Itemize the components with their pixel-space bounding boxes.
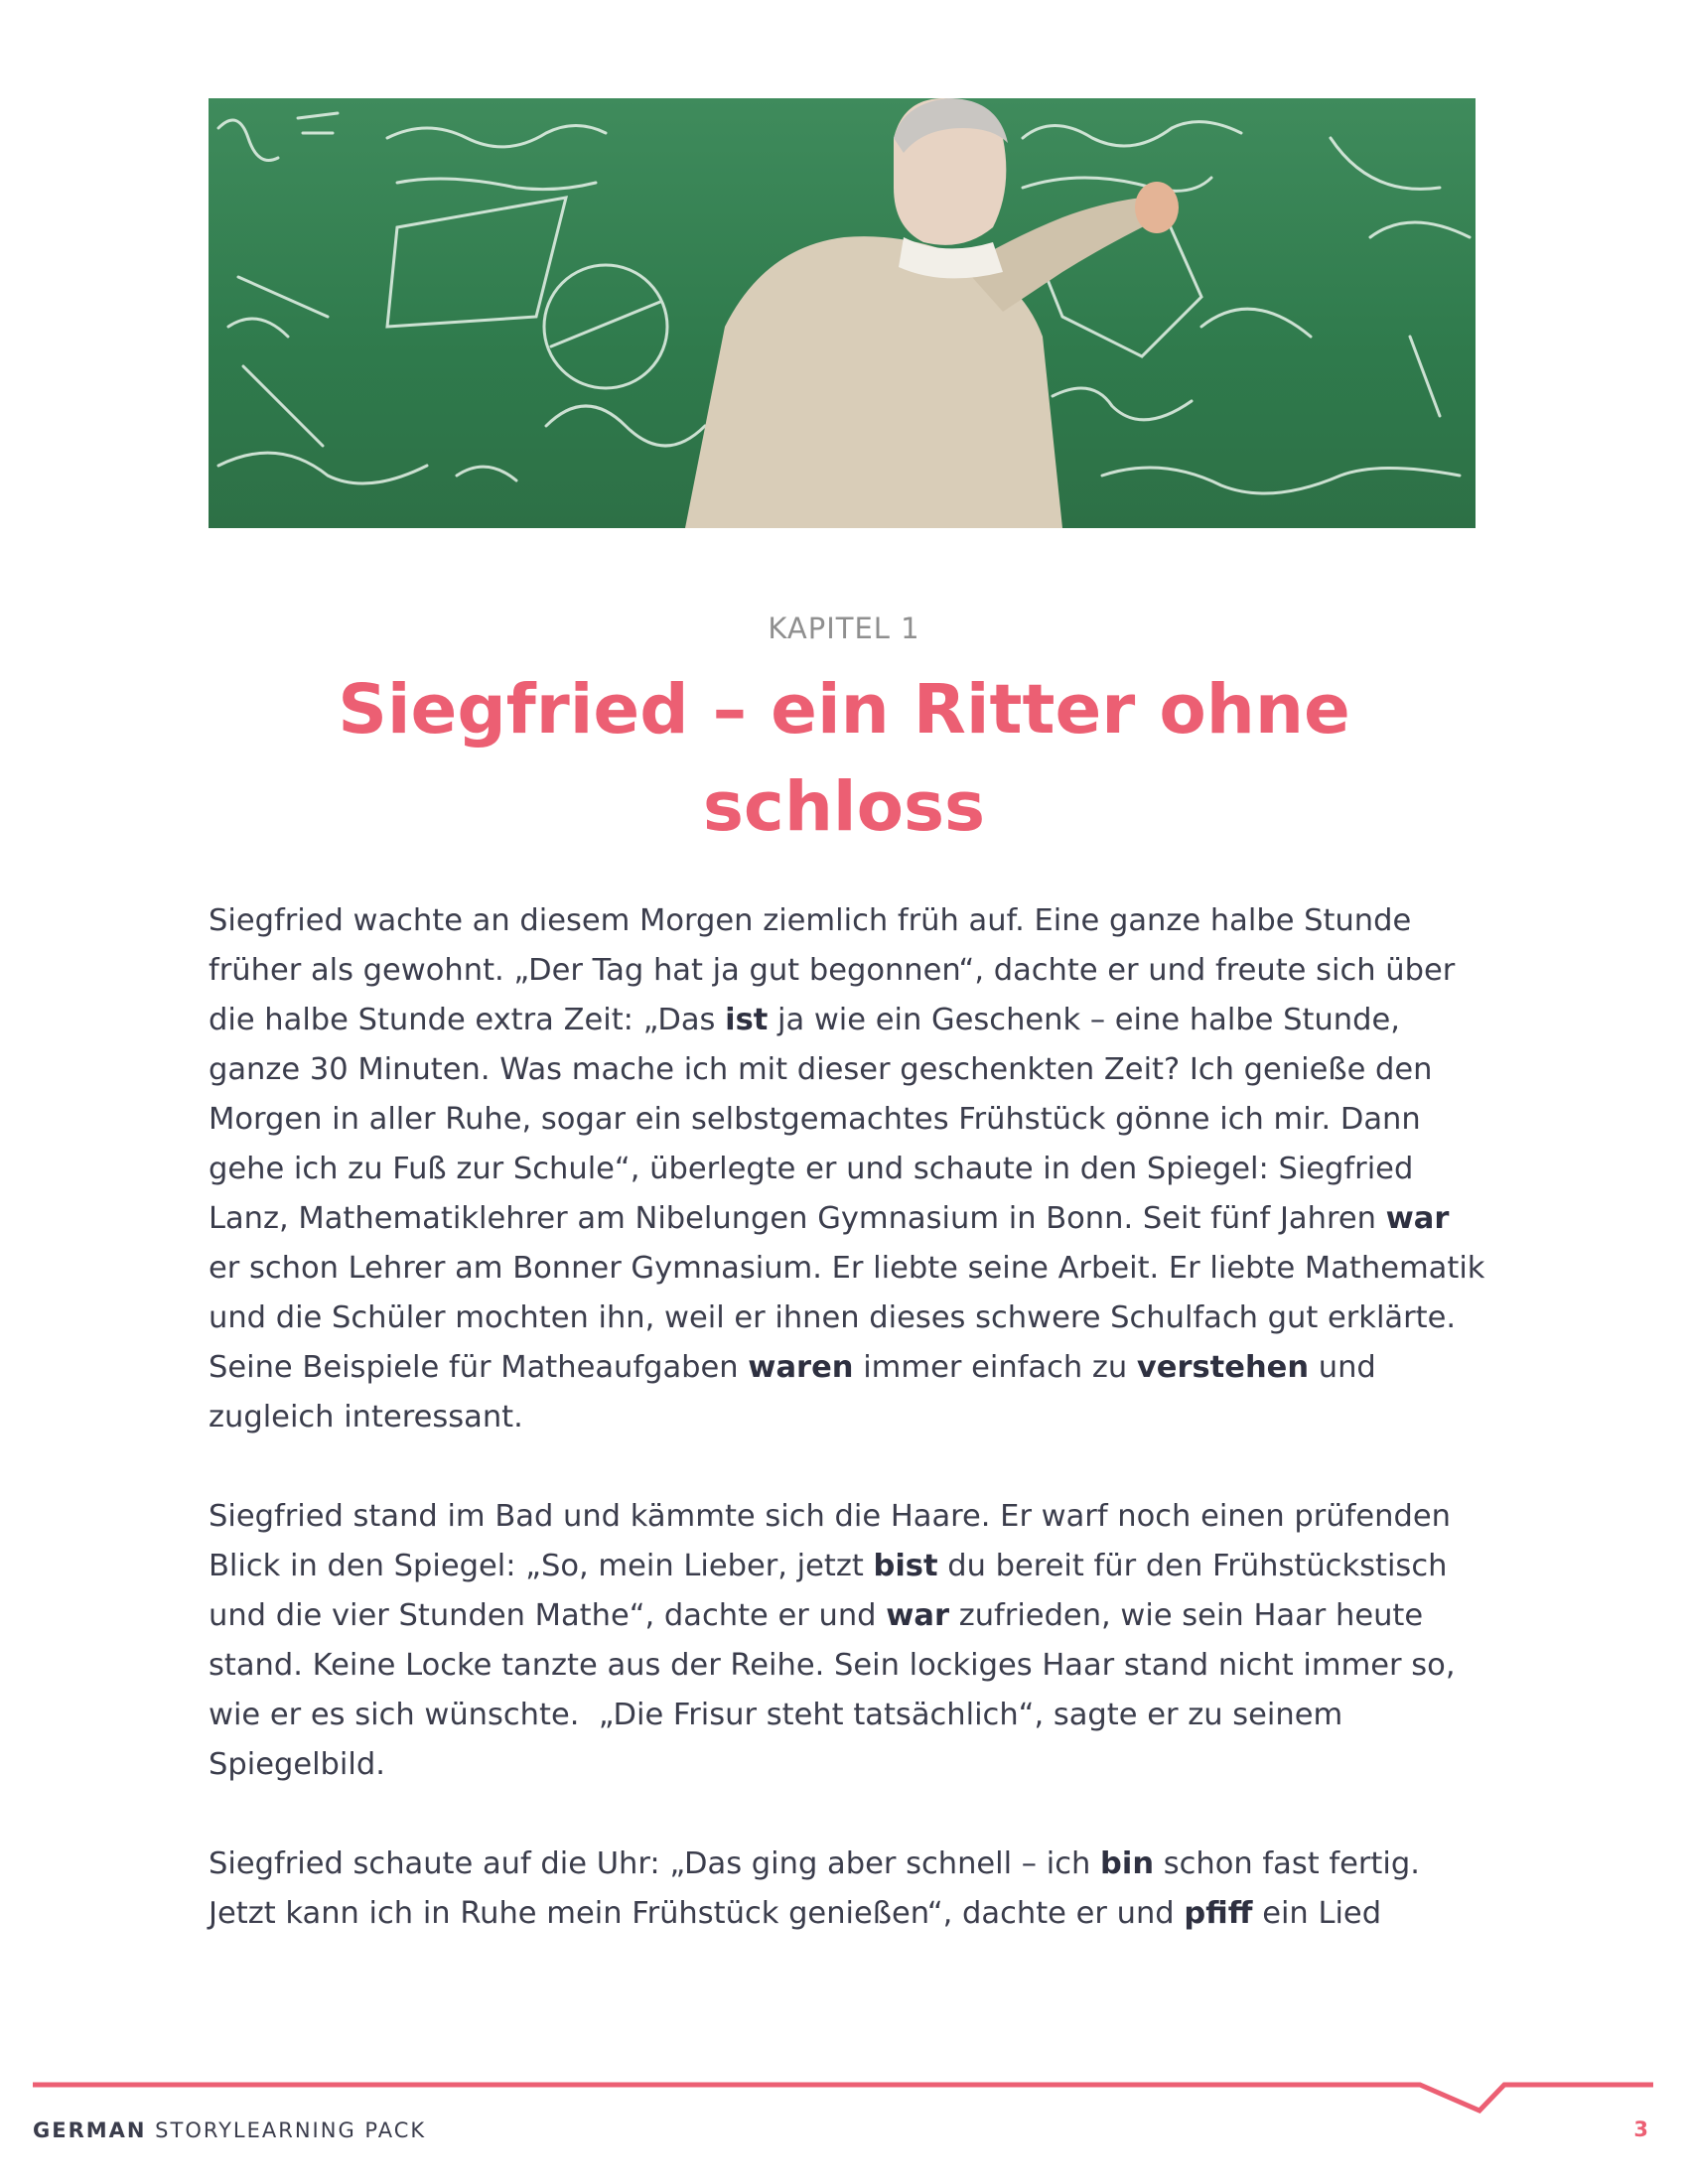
text-run: Siegfried schaute auf die Uhr: „Das ging aber schnell – ich [209, 1846, 1101, 1881]
emphasized-verb: waren [748, 1350, 854, 1385]
paragraph [209, 1492, 1489, 1790]
text-run: Siegfried stand im Bad und kämmte sich die Haare. Er warf noch einen prüfenden Blick in den Spiegel: „So, mein Lieber, jetzt [209, 1499, 1461, 1583]
text-run: immer einfach zu [853, 1350, 1137, 1385]
text-run: ein Lied [1252, 1896, 1382, 1931]
chapter-title: Siegfried – ein Ritter ohne schloss [338, 670, 1350, 847]
emphasized-verb: war [886, 1598, 950, 1633]
emphasized-verb: bist [873, 1549, 938, 1583]
text-run: schon fast fertig. Jetzt kann ich in Ruhe mein Frühstück genießen“, dachte er und [209, 1846, 1430, 1931]
emphasized-verb: verstehen [1136, 1350, 1310, 1385]
emphasized-verb: war [1385, 1201, 1450, 1236]
emphasized-verb: ist [725, 1003, 769, 1037]
footer-brand-rest: STORYLEARNING PACK [146, 2118, 427, 2142]
emphasized-verb: bin [1100, 1846, 1155, 1881]
text-run: ja wie ein Geschenk – eine halbe Stunde, ganze 30 Minuten. Was mache ich mit dieser geschenkten Zeit? Ich genieße den Morgen in aller Ruhe, sogar ein selbstgemachtes Frühstück gönne ich mir. Dann gehe ich zu Fuß zur Schule“, überlegte er und schaute in den Spiegel: Siegfried Lanz, Mathematiklehrer am Nibelungen Gymnasium in Bonn. Seit fünf Jahren [209, 1003, 1443, 1236]
chapter-label: KAPITEL 1 [768, 612, 920, 645]
chalkboard-illustration [209, 98, 1476, 528]
footer-brand-bold: GERMAN [33, 2118, 147, 2142]
emphasized-verb: pfiff [1184, 1896, 1253, 1931]
paragraph [209, 1840, 1489, 1939]
page-number: 3 [1633, 2117, 1648, 2141]
text-run: Siegfried wachte an diesem Morgen ziemlich früh auf. Eine ganze halbe Stunde früher als gewohnt. „Der Tag hat ja gut begonnen“, dachte er und freute sich über die halbe Stunde extra Zeit: „Das [209, 903, 1465, 1037]
footer-brand [33, 2118, 426, 2142]
text-run: zufrieden, wie sein Haar heute stand. Keine Locke tanzte aus der Reihe. Sein lockiges Haar stand nicht immer so, wie er es sich wünschte. „Die Frisur steht tatsächlich“, sagte er zu seinem Spiegelbild. [209, 1598, 1466, 1782]
text-run: er schon Lehrer am Bonner Gymnasium. Er liebte seine Arbeit. Er liebte Mathematik und die Schüler mochten ihn, weil er ihnen dieses schwere Schulfach gut erklärte. Seine Beispiele für Matheaufgaben [209, 1201, 1495, 1385]
story-body [209, 896, 1495, 1988]
paragraph [209, 896, 1495, 1442]
teacher-figure [685, 98, 1179, 528]
hero-image-teacher-at-chalkboard [209, 98, 1476, 528]
text-run: und zugleich interessant. [209, 1350, 1386, 1434]
text-run: du bereit für den Frühstückstisch und die vier Stunden Mathe“, dachte er und [209, 1549, 1458, 1633]
